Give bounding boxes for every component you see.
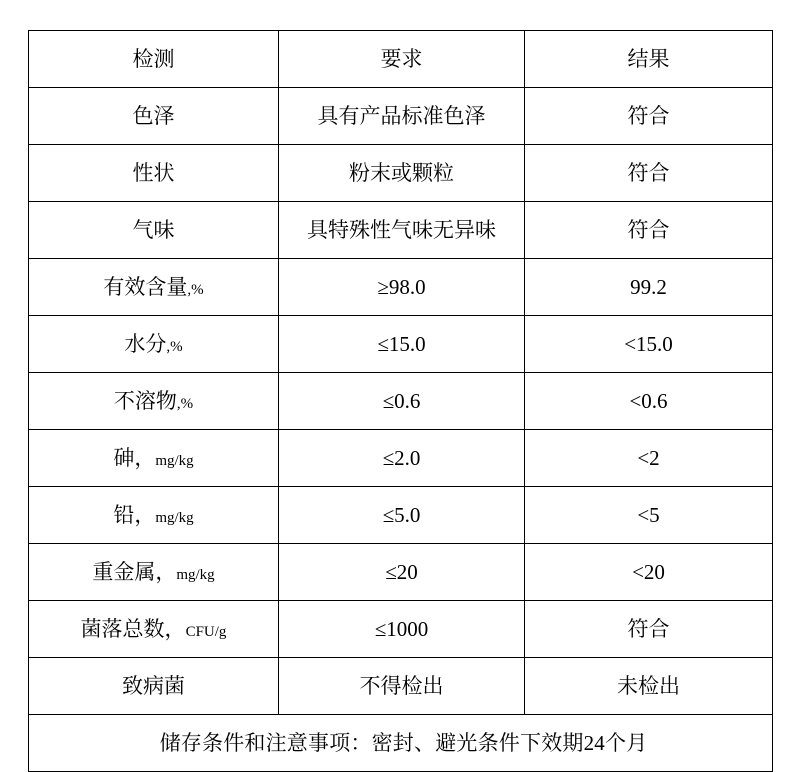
cell-result <box>525 316 773 373</box>
cell-item <box>29 145 279 202</box>
table-row <box>29 544 773 601</box>
cell-result <box>525 145 773 202</box>
result-value: 符合 <box>627 616 670 641</box>
result-value: 符合 <box>627 103 670 128</box>
item-label: 性状 <box>132 160 175 185</box>
requirement-value: 不得检出 <box>359 673 444 698</box>
cell-item <box>29 487 279 544</box>
cell-item <box>29 430 279 487</box>
item-label: 色泽 <box>132 103 175 128</box>
table-row <box>29 430 773 487</box>
requirement-value: 具有产品标准色泽 <box>317 103 486 128</box>
cell-result <box>525 373 773 430</box>
cell-item <box>29 202 279 259</box>
item-label: 水分 <box>124 331 167 356</box>
requirement-value: ≤20 <box>385 559 418 584</box>
table-row <box>29 658 773 715</box>
cell-requirement <box>279 145 525 202</box>
result-value: 符合 <box>627 217 670 242</box>
cell-result <box>525 487 773 544</box>
item-unit: ,% <box>176 395 194 412</box>
header-cell-result <box>525 31 773 88</box>
cell-item <box>29 601 279 658</box>
storage-note-text: 储存条件和注意事项：密封、避光条件下效期24个月 <box>159 730 648 755</box>
item-unit: mg/kg <box>155 452 194 469</box>
cell-requirement <box>279 544 525 601</box>
cell-requirement <box>279 658 525 715</box>
cell-result <box>525 88 773 145</box>
result-value: <2 <box>637 445 660 470</box>
item-label: 有效含量 <box>103 274 188 299</box>
table-row <box>29 202 773 259</box>
result-value: 符合 <box>627 160 670 185</box>
cell-item <box>29 316 279 373</box>
requirement-value: ≤15.0 <box>377 331 426 356</box>
header-result-label: 结果 <box>627 46 670 71</box>
requirement-value: 具特殊性气味无异味 <box>307 217 496 242</box>
cell-requirement <box>279 601 525 658</box>
header-cell-requirement <box>279 31 525 88</box>
cell-item <box>29 88 279 145</box>
header-cell-item <box>29 31 279 88</box>
cell-requirement <box>279 316 525 373</box>
cell-requirement <box>279 259 525 316</box>
cell-requirement <box>279 202 525 259</box>
cell-result <box>525 430 773 487</box>
cell-requirement <box>279 88 525 145</box>
result-value: <5 <box>637 502 660 527</box>
result-value: 未检出 <box>617 673 680 698</box>
cell-result <box>525 259 773 316</box>
item-unit: mg/kg <box>155 509 194 526</box>
cell-result <box>525 544 773 601</box>
cell-result <box>525 601 773 658</box>
item-label: 菌落总数， <box>80 616 186 641</box>
item-unit: CFU/g <box>185 623 227 640</box>
cell-requirement <box>279 430 525 487</box>
requirement-value: 粉末或颗粒 <box>349 160 454 185</box>
item-unit: ,% <box>166 338 183 355</box>
item-label: 砷， <box>113 445 156 470</box>
requirement-value: ≤5.0 <box>382 502 421 527</box>
table-row <box>29 316 773 373</box>
inspection-table <box>28 30 773 772</box>
cell-item <box>29 373 279 430</box>
header-requirement-label: 要求 <box>380 46 423 71</box>
header-item-label: 检测 <box>132 46 175 71</box>
storage-note-cell <box>29 715 773 772</box>
cell-result <box>525 658 773 715</box>
table-row <box>29 88 773 145</box>
cell-item <box>29 544 279 601</box>
requirement-value: ≤2.0 <box>382 445 421 470</box>
item-label: 重金属， <box>92 559 177 584</box>
table-row <box>29 373 773 430</box>
table-row <box>29 145 773 202</box>
item-unit: ,% <box>187 281 204 298</box>
result-value: 99.2 <box>630 274 667 299</box>
cell-item <box>29 259 279 316</box>
item-unit: mg/kg <box>176 566 215 583</box>
cell-requirement <box>279 373 525 430</box>
item-label: 铅， <box>113 502 156 527</box>
requirement-value: ≥98.0 <box>377 274 426 299</box>
result-value: <0.6 <box>629 388 668 413</box>
spec-sheet <box>28 30 772 772</box>
table-row <box>29 487 773 544</box>
requirement-value: ≤1000 <box>374 616 429 641</box>
requirement-value: ≤0.6 <box>382 388 421 413</box>
table-row <box>29 601 773 658</box>
cell-requirement <box>279 487 525 544</box>
table-row <box>29 259 773 316</box>
item-label: 不溶物 <box>113 388 177 413</box>
item-label: 气味 <box>132 217 175 242</box>
table-header-row <box>29 31 773 88</box>
item-label: 致病菌 <box>122 673 185 698</box>
cell-item <box>29 658 279 715</box>
storage-note-row <box>29 715 773 772</box>
result-value: <15.0 <box>624 331 673 356</box>
result-value: <20 <box>632 559 665 584</box>
cell-result <box>525 202 773 259</box>
